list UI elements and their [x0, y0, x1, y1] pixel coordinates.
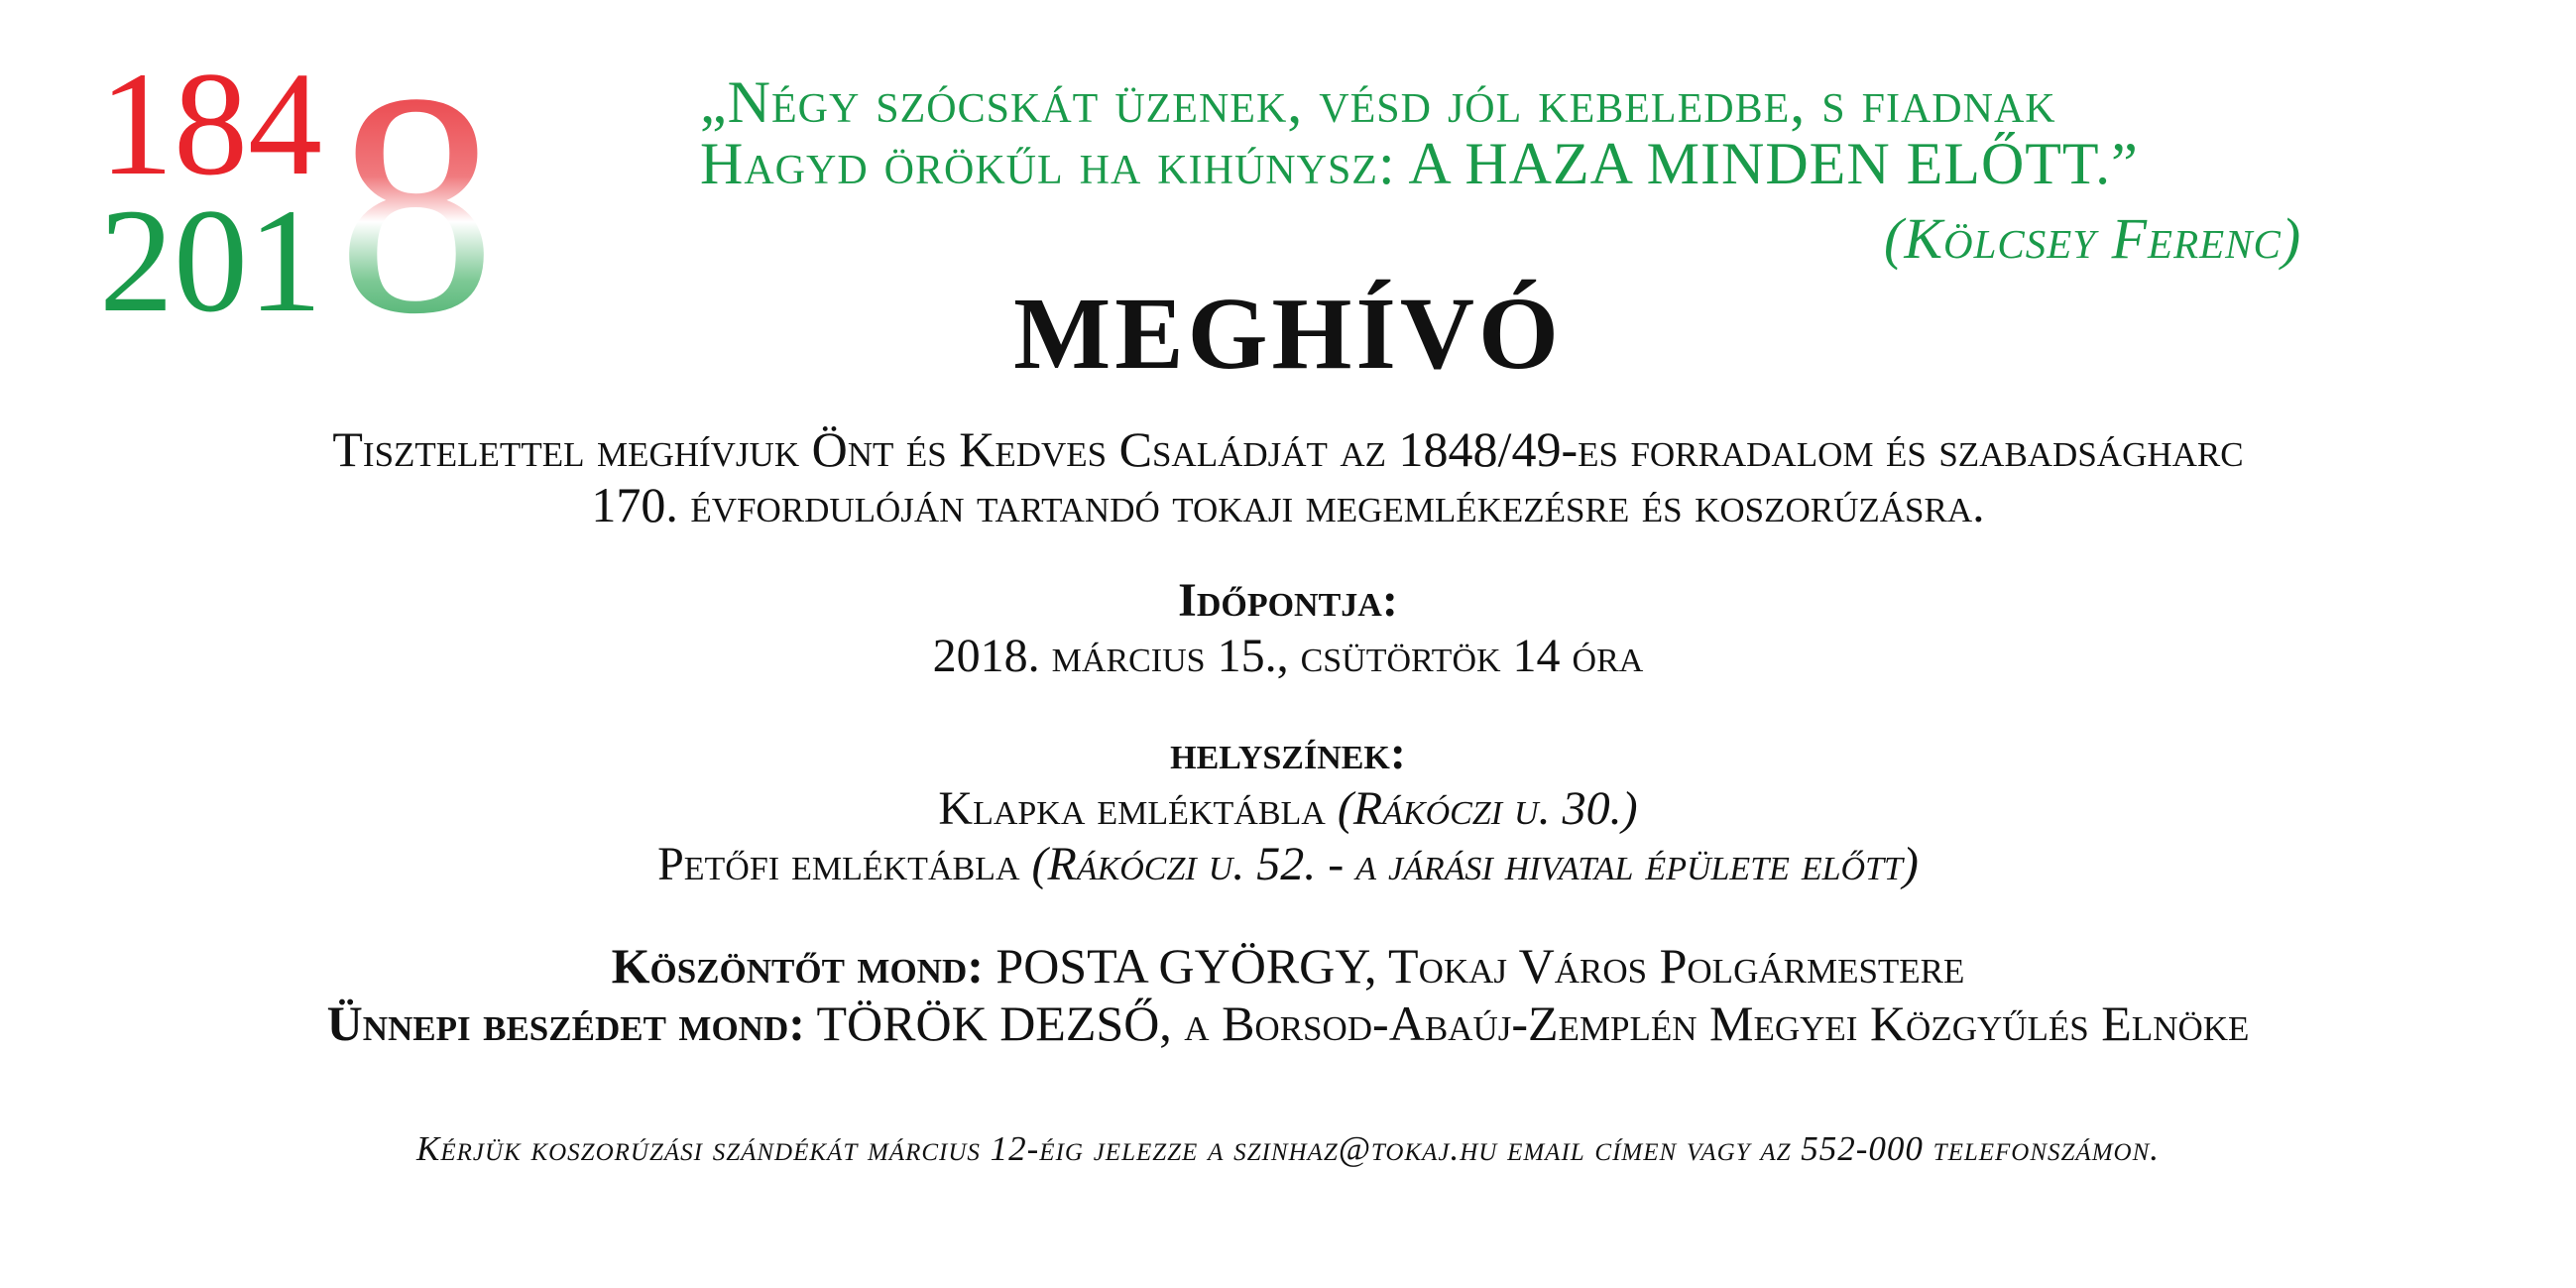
speaker-row	[0, 995, 2576, 1052]
kolcsey-quote	[700, 71, 2465, 194]
venue-item	[0, 837, 2576, 892]
venue-item	[0, 781, 2576, 837]
logo-top-digits: 184	[99, 55, 322, 206]
quote-author: (Kölcsey Ferenc)	[1884, 206, 2302, 271]
venues-heading: helyszínek:	[1170, 727, 1406, 779]
logo-shared-eight: 8	[337, 55, 496, 332]
venue-address: (Rákóczi u. 52. - a járási hivatal épülete előtt)	[1031, 838, 1919, 890]
time-heading: Időpontja:	[1178, 574, 1398, 627]
logo-bottom-digits: 201	[99, 178, 322, 332]
rsvp-note: Kérjük koszorúzási szándékát március 12-éig jelezze a szinhaz@tokaj.hu email címen vagy az 552-000 telefonszámon.	[415, 1129, 2161, 1168]
speaker-row	[0, 937, 2576, 995]
page-title: MEGHÍVÓ	[1013, 277, 1563, 391]
invitation-intro	[0, 421, 2576, 532]
venue-name: Petőfi emléktábla	[657, 838, 1032, 890]
speaker-person: TÖRÖK DEZSŐ, a Borsod-Abaúj-Zemplén Megyei Közgyűlés Elnöke	[804, 995, 2250, 1051]
time-value: 2018. március 15., csütörtök 14 óra	[932, 630, 1644, 682]
quote-line-1: „Négy szócskát üzenek, vésd jól kebeledbe, s fiadnak	[700, 69, 2056, 135]
quote-line-2: Hagyd örökűl ha kihúnysz: A HAZA MINDEN ELŐTT.”	[700, 131, 2139, 196]
speaker-role: Köszöntőt mond:	[611, 938, 984, 994]
intro-line-2: 170. évfordulóján tartandó tokaji megemlékezésre és koszorúzásra.	[591, 477, 1985, 532]
venue-name: Klapka emléktábla	[938, 782, 1338, 835]
speaker-person: POSTA GYÖRGY, Tokaj Város Polgármestere	[983, 938, 1965, 994]
venue-address: (Rákóczi u. 30.)	[1337, 782, 1638, 835]
event-speakers	[0, 937, 2576, 1052]
event-time	[0, 573, 2576, 684]
intro-line-1: Tisztelettel meghívjuk Önt és Kedves Családját az 1848/49-es forradalom és szabadságharc	[332, 421, 2244, 477]
event-venues	[0, 726, 2576, 892]
speaker-role: Ünnepi beszédet mond:	[326, 995, 805, 1051]
